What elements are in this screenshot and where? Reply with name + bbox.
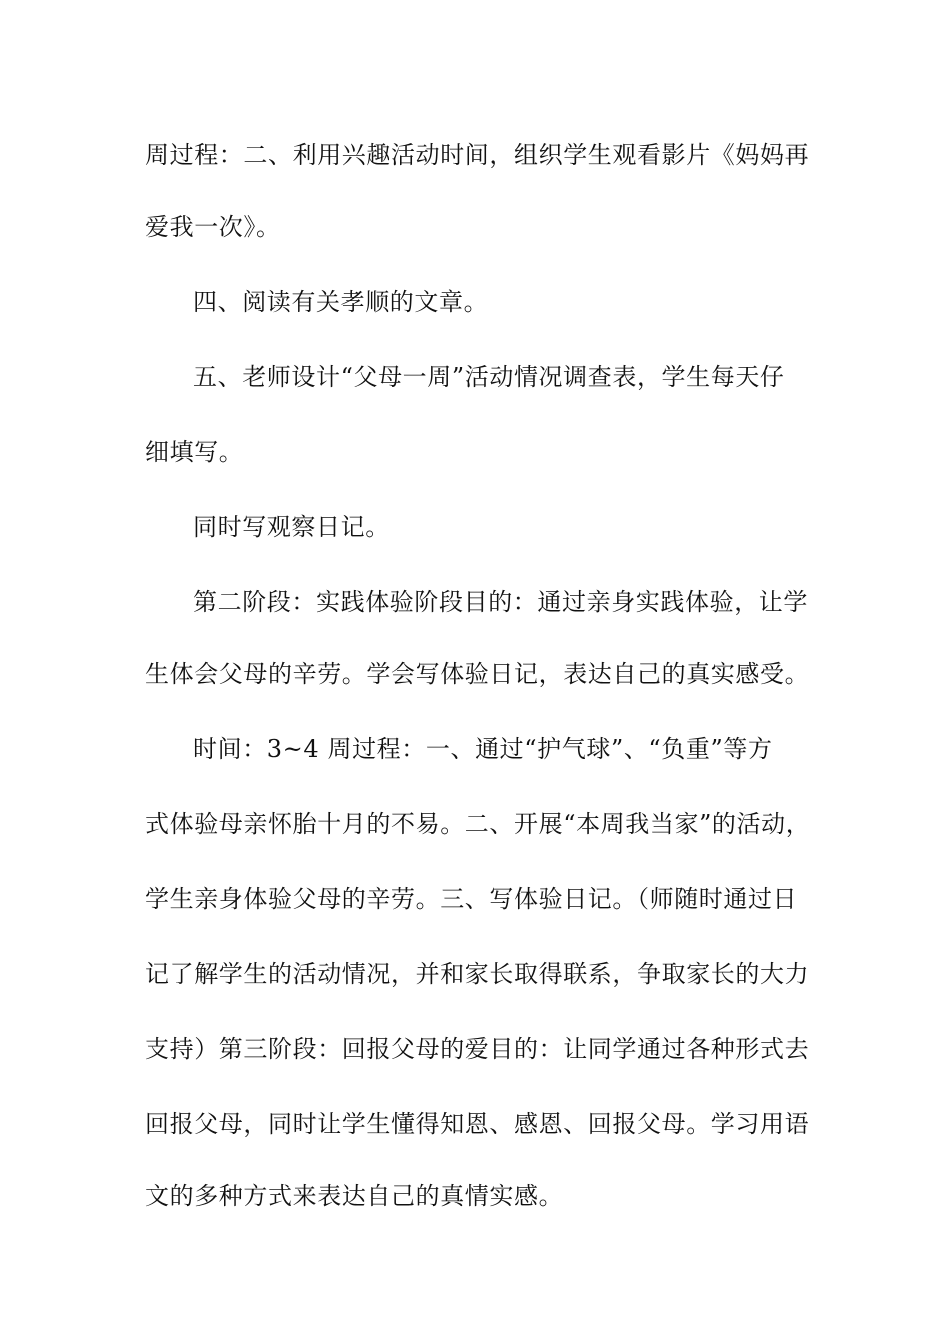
text-line: 爱我一次》。	[145, 213, 281, 241]
text-line: 记了解学生的活动情况，并和家长取得联系，争取家长的大力	[145, 960, 810, 988]
text-line: 周过程：二、利用兴趣活动时间，组织学生观看影片《妈妈再	[145, 141, 810, 169]
text-line: 学生亲身体验父母的辛劳。三、写体验日记。（师随时通过日	[145, 885, 798, 913]
paragraph-line: 同时写观察日记。	[193, 513, 390, 541]
text-line: 回报父母，同时让学生懂得知恩、感恩、回报父母。学习用语	[145, 1110, 810, 1138]
paragraph-line: 四、阅读有关孝顺的文章。	[193, 288, 489, 316]
text-line: 式体验母亲怀胎十月的不易。二、开展“本周我当家”的活动，	[145, 810, 811, 838]
text-line: 文的多种方式来表达自己的真情实感。	[145, 1182, 564, 1210]
text-line: 生体会父母的辛劳。学会写体验日记，表达自己的真实感受。	[145, 660, 810, 688]
paragraph-line: 五、老师设计“父母一周”活动情况调查表，学生每天仔	[193, 363, 785, 391]
text-line: 支持）第三阶段：回报父母的爱目的：让同学通过各种形式去	[145, 1035, 810, 1063]
paragraph-line: 第二阶段：实践体验阶段目的：通过亲身实践体验，让学	[193, 588, 808, 616]
text-line: 细填写。	[145, 438, 244, 466]
paragraph-line: 时间：3~4 周过程：一、通过“护气球”、“负重”等方	[193, 735, 773, 763]
